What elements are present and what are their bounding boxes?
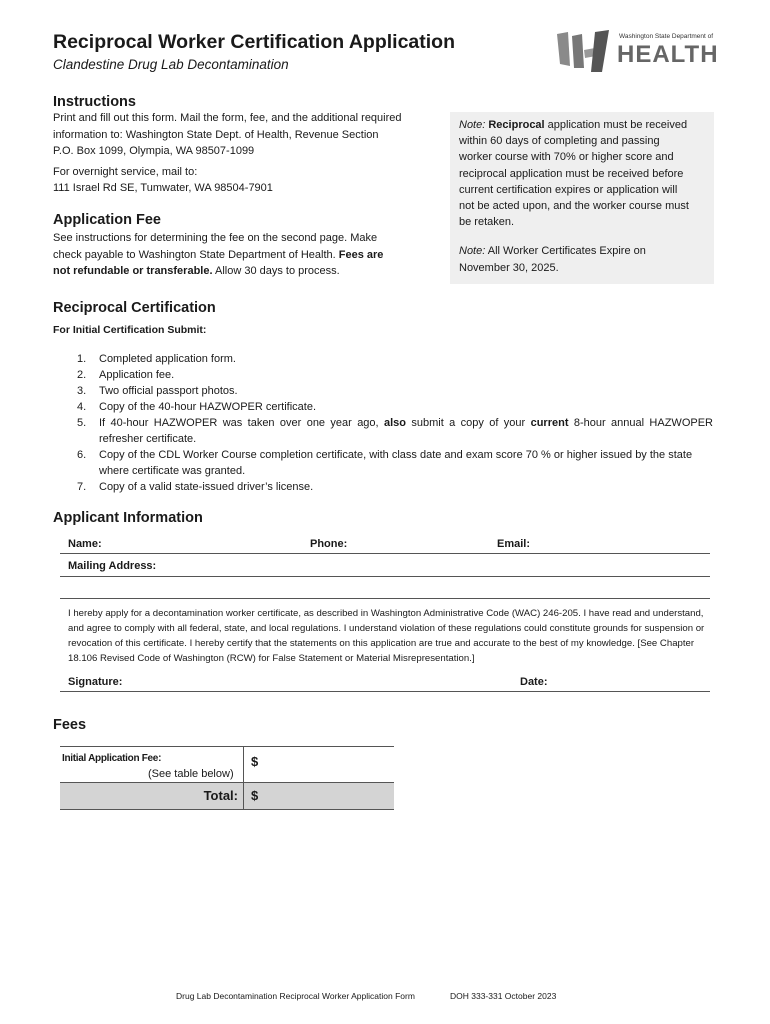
fees-table xyxy=(60,746,394,809)
initial-fee-value[interactable]: $ xyxy=(251,754,259,769)
logo-small-text: Washington State Department of xyxy=(619,33,714,40)
instructions-heading: Instructions xyxy=(53,94,136,110)
total-row xyxy=(60,782,394,810)
initial-fee-label: Initial Application Fee: xyxy=(62,753,162,764)
signature-label: Signature: xyxy=(68,676,123,688)
instructions-line: For overnight service, mail to: xyxy=(53,165,198,178)
list-item: 5. If 40-hour HAZWOPER was taken over one year ago, also submit a copy of your current 8-hour annual HAZWOPER refresher certificate. xyxy=(77,417,713,445)
divider xyxy=(60,691,710,692)
note-reciprocal: Note: Reciprocal application must be received within 60 days of completing and passing worker course with 70% or higher score and reciprocal application must be received before current certification expires or application will not be acted upon, and the worker course must be retaken. xyxy=(459,119,689,229)
phone-field[interactable] xyxy=(350,535,494,553)
email-label: Email: xyxy=(497,538,531,550)
page-title: Reciprocal Worker Certification Application xyxy=(53,31,455,53)
application-fee-heading: Application Fee xyxy=(53,212,161,228)
list-item: 6. Copy of the CDL Worker Course completion certificate, with class date and exam score 70 % or higher issued by the state where certificate was granted. xyxy=(77,449,693,477)
phone-label: Phone: xyxy=(310,538,348,550)
mailing-address-field-line2[interactable] xyxy=(60,580,710,598)
list-item: 4. Copy of the 40-hour HAZWOPER certificate. xyxy=(77,401,317,413)
list-item: 2. Application fee. xyxy=(77,369,175,381)
note-box xyxy=(450,112,714,284)
requirements-list xyxy=(53,351,713,495)
reciprocal-subheading: For Initial Certification Submit: xyxy=(53,324,207,336)
page-subtitle: Clandestine Drug Lab Decontamination xyxy=(53,57,289,72)
application-fee-text xyxy=(53,230,443,280)
total-label: Total: xyxy=(203,788,238,803)
doh-logo xyxy=(555,28,719,74)
name-label: Name: xyxy=(68,538,102,550)
list-item: 1. Completed application form. xyxy=(77,353,236,365)
total-value[interactable]: $ xyxy=(251,788,259,803)
signature-field[interactable] xyxy=(125,672,505,690)
divider xyxy=(60,576,710,577)
list-item: 3. Two official passport photos. xyxy=(77,385,238,397)
doh-logo-mark-icon xyxy=(555,28,615,74)
fee-line: not refundable or transferable. Allow 30 days to process. xyxy=(53,265,340,277)
instructions-line: 111 Israel Rd SE, Tumwater, WA 98504-7901 xyxy=(53,182,273,194)
applicant-heading: Applicant Information xyxy=(53,510,203,526)
date-label: Date: xyxy=(520,676,548,688)
divider xyxy=(60,553,710,554)
fee-line: See instructions for determining the fee on the second page. Make xyxy=(53,232,378,244)
instructions-text xyxy=(53,110,443,197)
email-field[interactable] xyxy=(533,535,709,553)
date-field[interactable] xyxy=(550,672,710,690)
mailing-address-field[interactable] xyxy=(158,558,710,576)
fee-line: check payable to Washington State Department of Health. Fees are xyxy=(53,248,384,261)
logo-big-text: HEALTH xyxy=(617,41,719,68)
instructions-line: information to: Washington State Dept. of Health, Revenue Section xyxy=(53,128,379,141)
reciprocal-heading: Reciprocal Certification xyxy=(53,300,216,316)
fees-heading: Fees xyxy=(53,717,87,733)
instructions-line: Print and fill out this form. Mail the form, fee, and the additional required xyxy=(53,112,402,124)
note-expiration: Note: All Worker Certificates Expire on November 30, 2025. xyxy=(459,245,646,274)
declaration-text: I hereby apply for a decontamination worker certificate, as described in Washington Administrative Code (WAC) 246-205. I have read and understand, and agree to comply with all federal, state, and local regulations. I understand violation of these regulations could constitute grounds for suspension or revocation of this certificate. I hereby certify that the statements on this application are true and accurate to the best of my knowledge. [See Chapter 18.106 Revised Code of Washington (RCW) for False Statement or Material Misrepresentation.] xyxy=(68,608,705,664)
footer-form-number: DOH 333-331 October 2023 xyxy=(450,991,557,1001)
initial-fee-sublabel: (See table below) xyxy=(148,768,234,780)
name-field[interactable] xyxy=(108,535,306,553)
footer-form-name: Drug Lab Decontamination Reciprocal Worker Application Form xyxy=(176,991,415,1001)
mailing-address-label: Mailing Address: xyxy=(68,560,157,572)
instructions-line: P.O. Box 1099, Olympia, WA 98507-1099 xyxy=(53,145,255,157)
list-item: 7. Copy of a valid state-issued driver’s license. xyxy=(77,481,314,493)
divider xyxy=(60,598,710,599)
